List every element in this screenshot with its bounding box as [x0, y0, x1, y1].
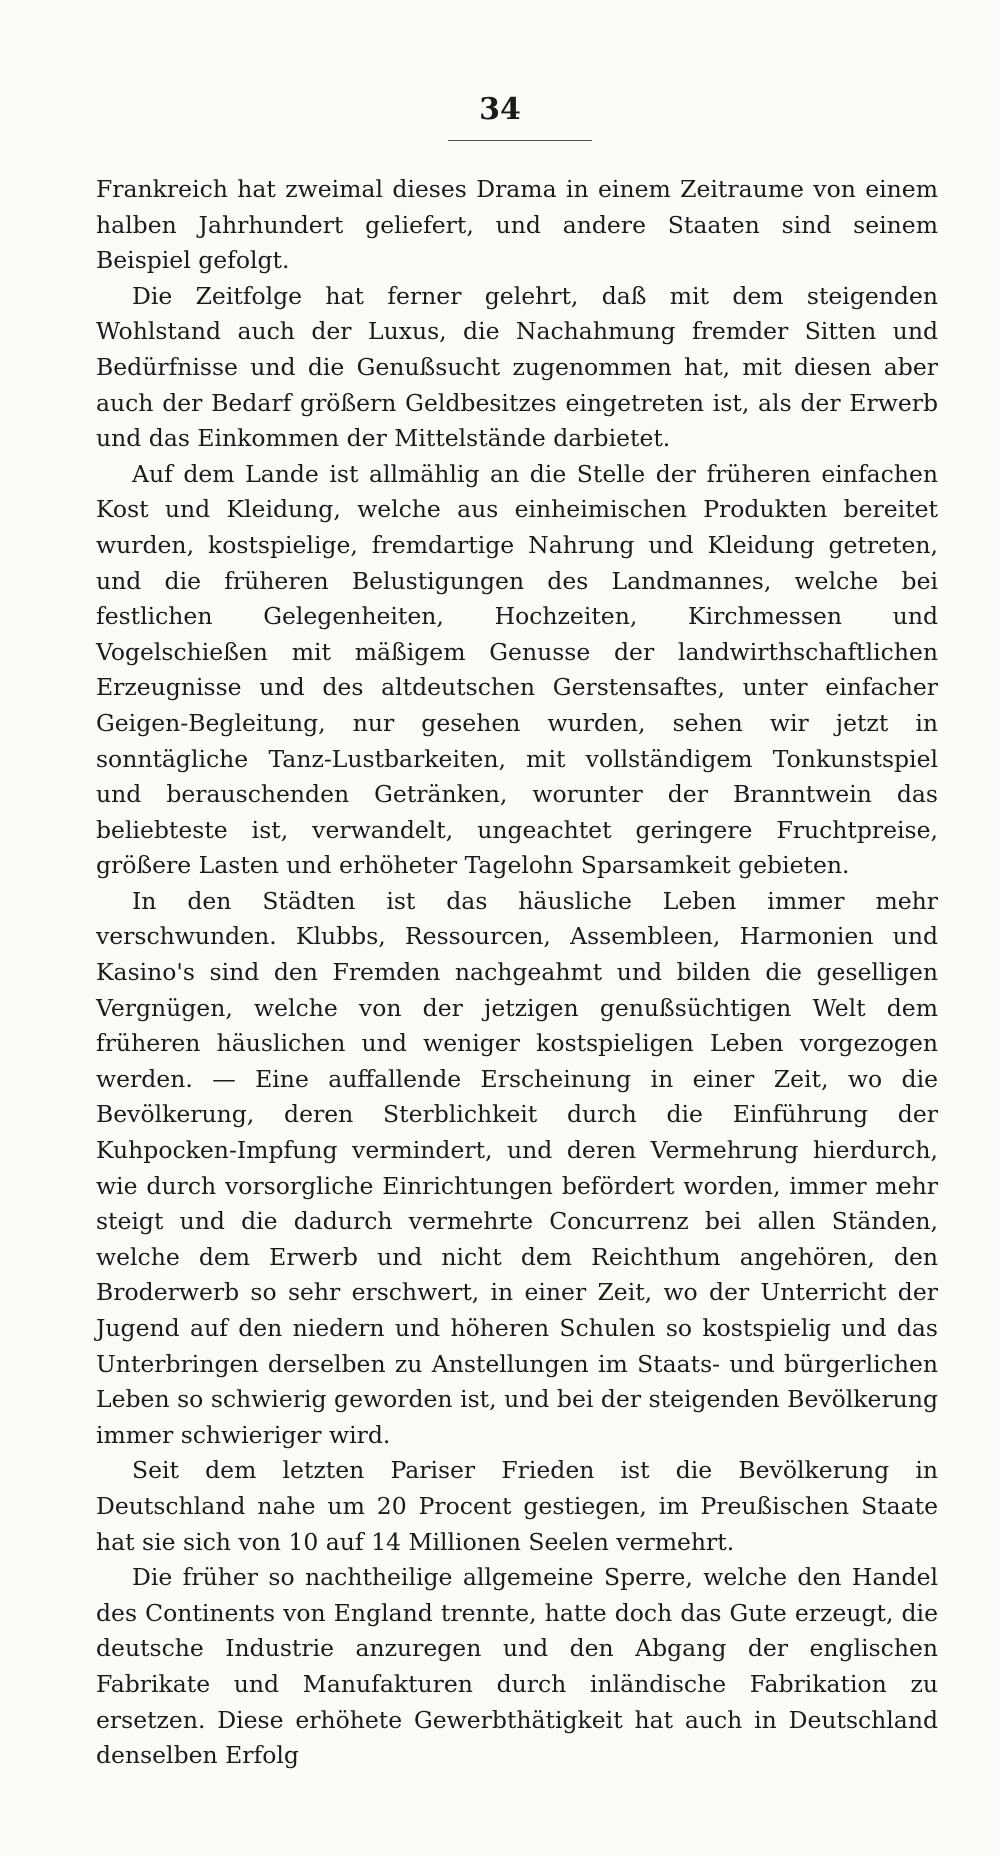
paragraph: Seit dem letzten Pariser Frieden ist die Bevölkerung in Deutschland nahe um 20 Procent gestiegen, im Preußischen Staate hat sie sich von 10 auf 14 Millionen Seelen vermehrt.	[96, 1456, 938, 1556]
paragraph: Auf dem Lande ist allmählig an die Stelle der früheren einfachen Kost und Kleidung, welche aus einheimischen Produkten bereitet wurden, kostspielige, fremdartige Nahrung und Kleidung getreten, und die früheren Belustigungen des Landmannes, welche bei festlichen Gelegenheiten, Hochzeiten, Kirchmessen und Vogelschießen mit mäßigem Genusse der landwirthschaftlichen Erzeugnisse und des altdeutschen Gerstensaftes, unter einfacher Geigen-Begleitung, nur gesehen wurden, sehen wir jetzt in sonntägliche Tanz-Lustbarkeiten, mit vollständigem Tonkunstspiel und berauschenden Getränken, worunter der Branntwein das beliebteste ist, verwandelt, ungeachtet geringere Fruchtpreise, größere Lasten und erhöheter Tagelohn Sparsamkeit gebieten.	[96, 459, 938, 880]
paragraph: Die früher so nachtheilige allgemeine Sperre, welche den Handel des Continents von England trennte, hatte doch das Gute erzeugt, die deutsche Industrie anzuregen und den Abgang der englischen Fabrikate und Manufakturen durch inländische Fabrikation zu ersetzen. Diese erhöhete Gewerbthätigkeit hat auch in Deutschland denselben Erfolg	[96, 1563, 938, 1770]
page-number: 34	[479, 92, 521, 127]
paragraph: Die Zeitfolge hat ferner gelehrt, daß mit dem steigenden Wohlstand auch der Luxus, die Nachahmung fremder Sitten und Bedürfnisse und die Genußsucht zugenommen hat, mit diesen aber auch der Bedarf größern Geldbesitzes eingetreten ist, als der Erwerb und das Einkommen der Mittelstände darbietet.	[96, 281, 938, 453]
paragraph: In den Städten ist das häusliche Leben immer mehr verschwunden. Klubbs, Ressourcen, Assembleen, Harmonien und Kasino's sind den Fremden nachgeahmt und bilden die geselligen Vergnügen, welche von der jetzigen genußsüchtigen Welt dem früheren häuslichen und weniger kostspieligen Leben vorgezogen werden. — Eine auffallende Erscheinung in einer Zeit, wo die Bevölkerung, deren Sterblichkeit durch die Einführung der Kuhpocken-Impfung vermindert, und deren Vermehrung hierdurch, wie durch vorsorgliche Einrichtungen befördert worden, immer mehr steigt und die dadurch vermehrte Concurrenz bei allen Ständen, welche dem Erwerb und nicht dem Reichthum angehören, den Broderwerb so sehr erschwert, in einer Zeit, wo der Unterricht der Jugend auf den niedern und höheren Schulen so kostspielig und das Unterbringen derselben zu Anstellungen im Staats- und bürgerlichen Leben so schwierig geworden ist, und bei der steigenden Bevölkerung immer schwieriger wird.	[96, 886, 938, 1449]
header-rule	[448, 140, 592, 141]
paragraph: Frankreich hat zweimal dieses Drama in einem Zeitraume von einem halben Jahrhundert geliefert, und andere Staaten sind seinem Beispiel gefolgt.	[96, 175, 938, 275]
body-text	[96, 172, 938, 1774]
